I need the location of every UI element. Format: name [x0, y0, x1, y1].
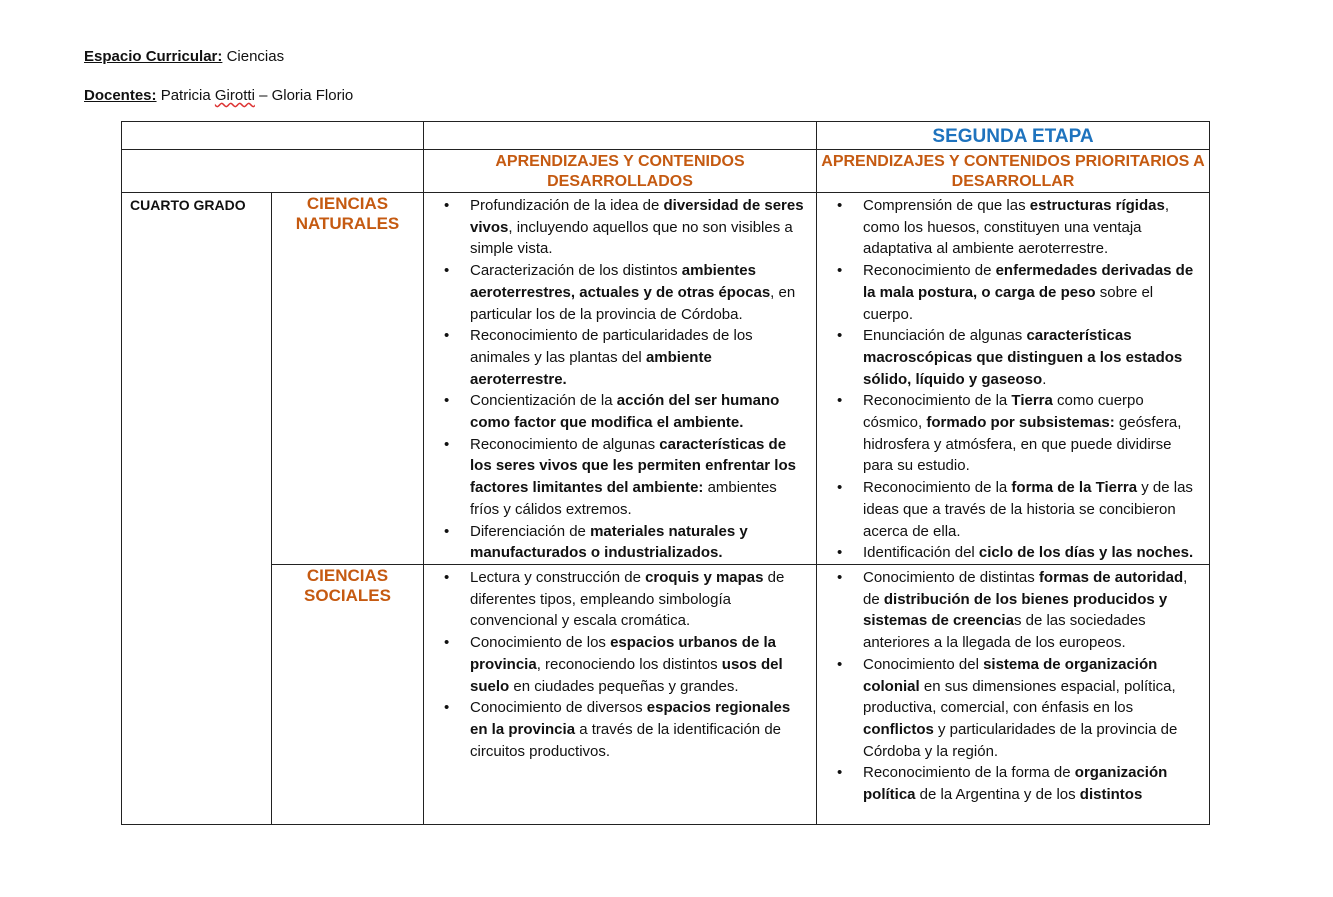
text: y particularidades de la provincia de Córdoba y la región.: [863, 720, 1178, 760]
text: en ciudades pequeñas y grandes.: [509, 677, 739, 695]
text: Diferenciación de: [470, 522, 591, 540]
list-item: [470, 260, 810, 325]
bold-text: estructuras rígidas: [1029, 197, 1165, 214]
bold-text: distribución de los bienes producidos y sistemas de creencia: [863, 590, 1168, 630]
list-prioritarios: [817, 565, 1209, 806]
list-item: [470, 521, 810, 564]
list-item: [470, 697, 810, 762]
espacio-label: Espacio Curricular:: [84, 48, 223, 65]
text: Reconocimiento de la: [863, 392, 1012, 410]
text: Conocimiento de distintas: [863, 569, 1039, 586]
col-header-prioritarios: APRENDIZAJES Y CONTENIDOS PRIORITARIOS A DESARROLLAR: [817, 150, 1210, 193]
cell-prioritarios-naturales: [817, 193, 1210, 565]
text: como cuerpo cósmico,: [863, 392, 1144, 432]
bold-text: espacios urbanos de la provincia: [470, 634, 776, 673]
text: , incluyendo aquellos que no son visibles a simple vista.: [470, 218, 793, 258]
list-item: [863, 477, 1203, 542]
empty-header-cell: [424, 122, 817, 150]
docente1-first: Patricia: [160, 87, 215, 104]
table-row-naturales: [122, 193, 1210, 565]
list-item: [863, 654, 1203, 763]
text: Profundización de la idea de: [470, 197, 664, 214]
col-header-desarrollados: APRENDIZAJES Y CONTENIDOS DESARROLLADOS: [424, 150, 817, 193]
list-item: [863, 542, 1203, 564]
bold-text: usos del suelo: [470, 655, 783, 695]
text: geósfera, hidrosfera y atmósfera, en que puede dividirse para su estudio.: [863, 414, 1182, 475]
subject-ciencias-sociales: CIENCIAS SOCIALES: [272, 565, 424, 825]
list-item: [470, 567, 810, 632]
text: a través de la identificación de circuitos productivos.: [470, 720, 782, 760]
etapa-title: SEGUNDA ETAPA: [817, 122, 1210, 150]
text: sobre el cuerpo.: [863, 283, 1154, 323]
list-item: [863, 567, 1203, 654]
list-desarrollados: [424, 565, 816, 762]
empty-header-cell: [122, 122, 424, 150]
text: Conocimiento de los: [470, 634, 611, 652]
text: Reconocimiento de algunas: [470, 435, 660, 453]
text: , como los huesos, constituyen una ventaja adaptativa al ambiente aeroterrestre.: [863, 197, 1169, 258]
bold-text: forma de la Tierra: [1011, 479, 1138, 497]
list-item: [470, 195, 810, 260]
list-item: [470, 390, 810, 433]
text: .: [1042, 370, 1047, 388]
text: en sus dimensiones espacial, política, productiva, comercial, con énfasis en los: [863, 677, 1176, 717]
bold-text: características de los seres vivos que les permiten enfrentar los factores limitantes del ambiente:: [470, 435, 796, 497]
text: Reconocimiento de la: [863, 479, 1012, 497]
cell-desarrollados-sociales: [424, 565, 817, 825]
text: Conocimiento del: [863, 655, 984, 673]
list-item: [863, 260, 1203, 325]
list-item: [470, 632, 810, 697]
text: Concientización de la: [470, 392, 617, 410]
cell-prioritarios-sociales: [817, 565, 1210, 825]
text: , de: [863, 569, 1188, 608]
text: s de las sociedades anteriores a la llegada de los europeos.: [863, 612, 1146, 652]
text: Reconocimiento de la forma de: [863, 764, 1075, 782]
bold-text: materiales naturales y manufacturados o industrializados.: [470, 522, 748, 562]
bold-text: Tierra: [1011, 392, 1053, 410]
text: Caracterización de los distintos: [470, 262, 682, 280]
bold-text: espacios regionales en la provincia: [470, 699, 791, 738]
cell-desarrollados-naturales: [424, 193, 817, 565]
text: de la Argentina y de los: [915, 786, 1080, 804]
bold-text: formas de autoridad: [1038, 569, 1184, 586]
list-item: [470, 325, 810, 390]
espacio-curricular-line: [84, 48, 284, 66]
list-desarrollados: [424, 193, 816, 564]
table-row-column-headers: [122, 150, 1210, 193]
bold-text: ciclo de los días y las noches.: [978, 544, 1194, 562]
espacio-value: Ciencias: [226, 48, 285, 65]
text: Identificación del: [863, 544, 979, 562]
text: , en particular los de la provincia de Córdoba.: [470, 283, 796, 323]
text: Enunciación de algunas: [863, 327, 1027, 345]
docentes-label: Docentes:: [84, 87, 157, 104]
text: Lectura y construcción de: [470, 569, 646, 586]
list-item: [470, 434, 810, 521]
list-item: [863, 390, 1203, 477]
bold-text: sistema de organización colonial: [863, 655, 1158, 695]
text: Reconocimiento de particularidades de los animales y las plantas del: [470, 327, 753, 366]
text: , reconociendo los distintos: [536, 655, 722, 673]
grade-cell: CUARTO GRADO: [122, 193, 272, 825]
docente1-surname-misspelled[interactable]: Girotti: [214, 87, 255, 104]
text: Conocimiento de diversos: [470, 699, 647, 717]
bold-text: conflictos: [863, 720, 934, 738]
text: Reconocimiento de: [863, 262, 996, 280]
list-item: [863, 325, 1203, 390]
text: y de las ideas que a través de la historia se concibieron acerca de ella.: [863, 479, 1193, 540]
list-item: [863, 195, 1203, 260]
subject-ciencias-naturales: CIENCIAS NATURALES: [272, 193, 424, 565]
empty-header-cell: [122, 150, 424, 193]
bold-text: distintos: [1079, 786, 1143, 804]
bold-text: croquis y mapas: [645, 569, 764, 586]
bold-text: organización política: [863, 764, 1168, 804]
table-row-etapa: [122, 122, 1210, 150]
list-prioritarios: [817, 193, 1209, 564]
text: ambientes fríos y cálidos extremos.: [470, 479, 777, 518]
bold-text: características macroscópicas que distinguen a los estados sólido, líquido y gaseoso: [863, 327, 1183, 388]
table-row-sociales: [122, 565, 1210, 825]
list-item: [863, 762, 1203, 805]
bold-text: diversidad de seres vivos: [470, 197, 804, 236]
bold-text: enfermedades derivadas de la mala postura, o carga de peso: [863, 262, 1194, 301]
bold-text: acción del ser humano como factor que modifica el ambiente.: [470, 392, 780, 432]
bold-text: formado por subsistemas:: [926, 414, 1115, 432]
text: Comprensión de que las: [863, 197, 1030, 214]
docente-rest: – Gloria Florio: [254, 87, 354, 104]
docentes-line: [84, 87, 353, 105]
bold-text: ambiente aeroterrestre.: [470, 348, 712, 388]
bold-text: ambientes aeroterrestres, actuales y de otras épocas: [470, 262, 771, 301]
text: de diferentes tipos, empleando simbología convencional y escala cromática.: [470, 569, 785, 630]
curriculum-table: [121, 121, 1210, 825]
